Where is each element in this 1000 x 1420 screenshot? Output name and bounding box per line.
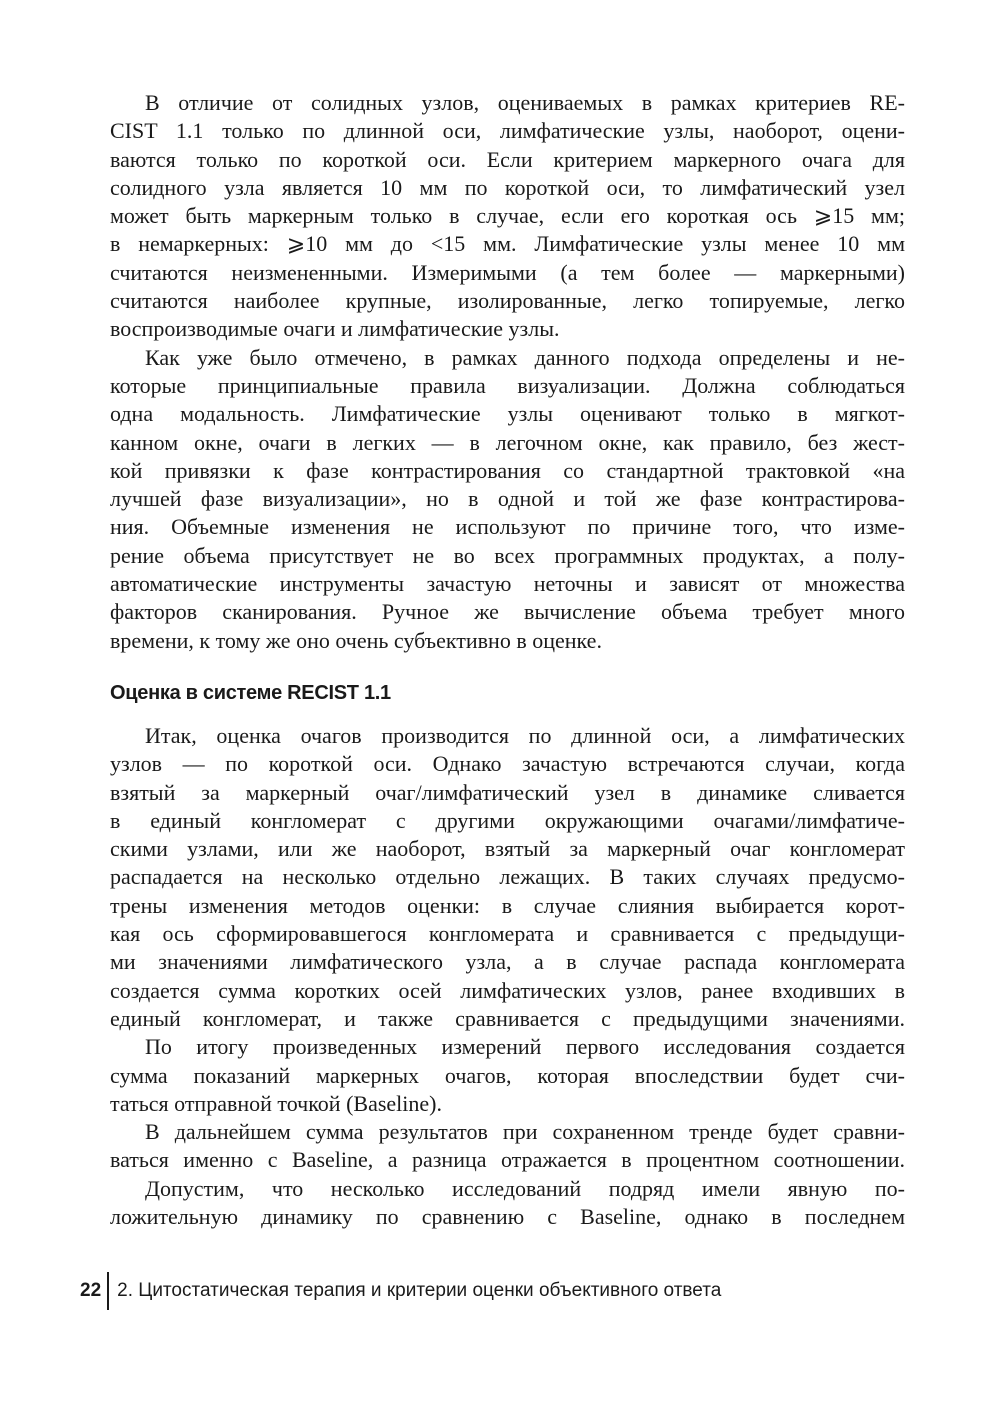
text-line: которые принципиальные правила визуализации. Должна соблюдаться bbox=[110, 372, 905, 398]
text-line: создается сумма коротких осей лимфатических узлов, ранее входивших в bbox=[110, 977, 905, 1003]
text-line: кой привязки к фазе контрастирования со стандартной трактовкой «на bbox=[110, 457, 905, 483]
section-heading: Оценка в системе RECIST 1.1 bbox=[110, 681, 391, 704]
text-line: рение объема присутствует не во всех программных продуктах, а полу- bbox=[110, 542, 905, 568]
text-line: автоматические инструменты зачастую неточны и зависят от множества bbox=[110, 571, 905, 597]
text-line: воспроизводимые очаги и лимфатические узлы. bbox=[110, 316, 560, 342]
text-line: ложительную динамику по сравнению с Baseline, однако в последнем bbox=[110, 1203, 905, 1229]
text-line: ния. Объемные изменения не используют по причине того, что изме- bbox=[110, 514, 905, 540]
paragraph bbox=[110, 89, 905, 344]
text-line: таться отправной точкой (Baseline). bbox=[110, 1090, 442, 1116]
paragraph bbox=[110, 1175, 905, 1232]
text-line: лучшей фазе визуализации», но в одной и той же фазе контрастирова- bbox=[110, 486, 905, 512]
running-chapter-title: 2. Цитостатическая терапия и критерии оценки объективного ответа bbox=[117, 1280, 722, 1301]
section-intro bbox=[110, 89, 905, 655]
text-line: одна модальность. Лимфатические узлы оценивают только в мягкот- bbox=[110, 401, 905, 427]
text-line: Допустим, что несколько исследований подряд имели явную по- bbox=[145, 1175, 905, 1201]
footer-divider bbox=[107, 1272, 109, 1310]
page-body bbox=[110, 89, 905, 1231]
text-line: В дальнейшем сумма результатов при сохраненном тренде будет сравни- bbox=[145, 1119, 905, 1145]
text-line: По итогу произведенных измерений первого исследования создается bbox=[145, 1034, 905, 1060]
text-line: В отличие от солидных узлов, оцениваемых в рамках критериев RE- bbox=[145, 90, 905, 115]
text-line: канном окне, очаги в легких — в легочном окне, как правило, без жест- bbox=[110, 429, 905, 455]
paragraph bbox=[110, 1118, 905, 1175]
paragraph bbox=[110, 1033, 905, 1118]
paragraph bbox=[110, 722, 905, 1033]
text-line: ваться именно с Baseline, а разница отражается в процентном соотношении. bbox=[110, 1147, 905, 1173]
text-line: сумма показаний маркерных очагов, которая впоследствии будет счи- bbox=[110, 1062, 905, 1088]
text-line: считаются неизмененными. Измеримыми (а тем более — маркерными) bbox=[110, 259, 905, 285]
text-line: кая ось сформировавшегося конгломерата и сравнивается с предыдущи- bbox=[110, 921, 905, 947]
text-line: ми значениями лимфатического узла, а в случае распада конгломерата bbox=[110, 949, 905, 975]
text-line: времени, к тому же оно очень субъективно в оценке. bbox=[110, 627, 602, 653]
text-line: в единый конгломерат с другими окружающими очагами/лимфатиче- bbox=[110, 807, 905, 833]
text-line: Итак, оценка очагов производится по длинной оси, а лимфатических bbox=[145, 722, 905, 748]
text-line: CIST 1.1 только по длинной оси, лимфатические узлы, наоборот, оцени- bbox=[110, 118, 905, 144]
text-line: считаются наиболее крупные, изолированные, легко топируемые, легко bbox=[110, 288, 905, 314]
text-line: скими узлами, или же наоборот, взятый за маркерный очаг конгломерат bbox=[110, 836, 905, 862]
text-line: факторов сканирования. Ручное же вычисление объема требует много bbox=[110, 599, 905, 625]
page-number: 22 bbox=[80, 1280, 102, 1301]
text-line: взятый за маркерный очаг/лимфатический узел в динамике сливается bbox=[110, 779, 905, 805]
text-line: солидного узла является 10 мм по короткой оси, то лимфатический узел bbox=[110, 174, 905, 200]
text-line: в немаркерных: ⩾10 мм до <15 мм. Лимфатические узлы менее 10 мм bbox=[110, 231, 905, 257]
text-line: может быть маркерным только в случае, если его короткая ось ⩾15 мм; bbox=[110, 203, 905, 229]
paragraph bbox=[110, 344, 905, 655]
page-footer bbox=[80, 1272, 721, 1310]
text-line: узлов — по короткой оси. Однако зачастую встречаются случаи, когда bbox=[110, 751, 905, 777]
text-line: распадается на несколько отдельно лежащих. В таких случаях предусмо- bbox=[110, 864, 905, 890]
text-line: трены изменения методов оценки: в случае слияния выбирается корот- bbox=[110, 892, 905, 918]
text-line: Как уже было отмечено, в рамках данного подхода определены и не- bbox=[145, 344, 905, 370]
text-line: единый конгломерат, и также сравнивается с предыдущими значениями. bbox=[110, 1005, 905, 1031]
section-recist-assessment bbox=[110, 722, 905, 1231]
text-line: ваются только по короткой оси. Если критерием маркерного очага для bbox=[110, 146, 905, 172]
